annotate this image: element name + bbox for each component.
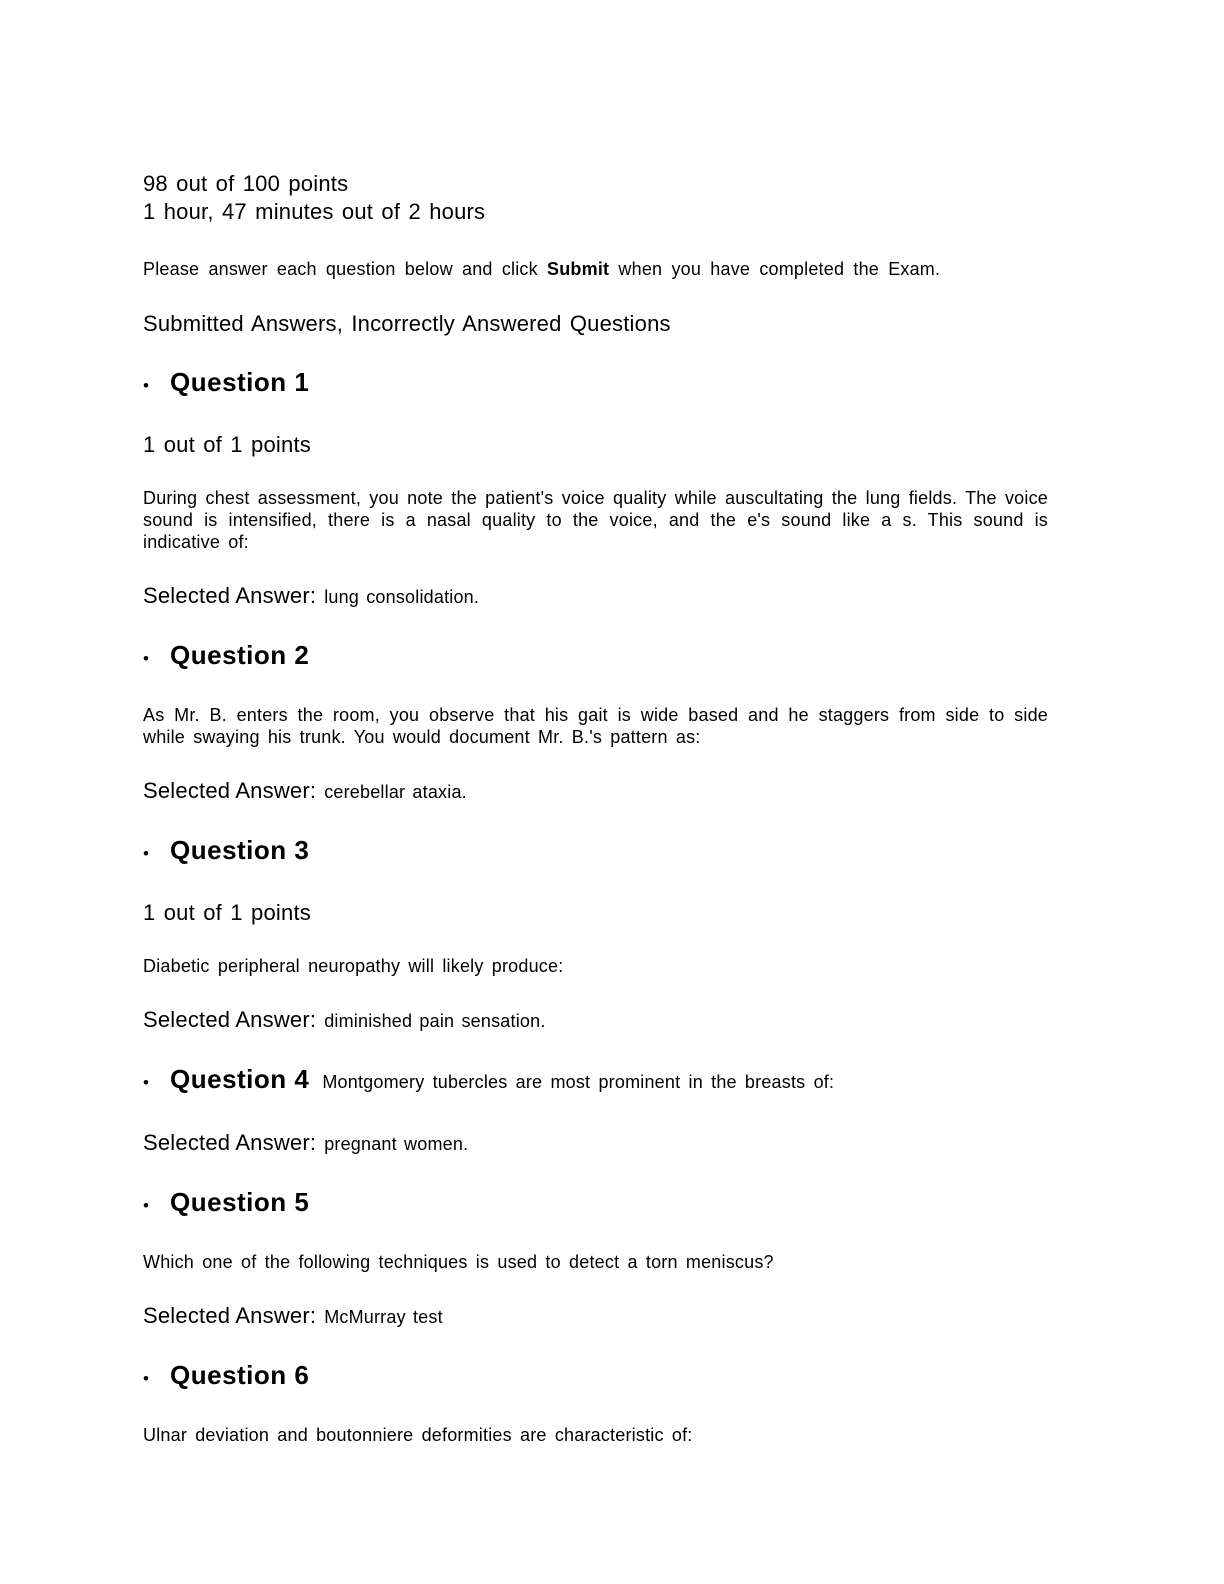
bullet-icon: •	[143, 1369, 150, 1388]
selected-answer-row	[143, 1302, 1058, 1331]
submit-keyword: Submit	[547, 259, 610, 279]
exam-summary	[143, 170, 1058, 226]
question-title: Question 4	[170, 1064, 310, 1094]
question-title: Question 6	[170, 1360, 310, 1390]
bullet-icon: •	[143, 844, 150, 863]
selected-answer-value: McMurray test	[324, 1307, 443, 1327]
question-text: Diabetic peripheral neuropathy will likely produce:	[143, 956, 564, 976]
bullet-icon: •	[143, 1196, 150, 1215]
exam-instructions	[143, 257, 1058, 281]
bullet-icon: •	[143, 649, 150, 668]
selected-answer-label: Selected Answer:	[143, 583, 317, 608]
bullet-icon: •	[143, 1073, 150, 1092]
selected-answer-row	[143, 777, 1058, 806]
selected-answer-row	[143, 1006, 1058, 1035]
bullet-icon: •	[143, 376, 150, 395]
question-text: Ulnar deviation and boutonniere deformities are characteristic of:	[143, 1425, 693, 1445]
selected-answer-value: lung consolidation.	[324, 587, 480, 607]
question-heading	[143, 833, 1058, 871]
question-block	[143, 365, 1058, 611]
selected-answer-row	[143, 582, 1058, 611]
question-title: Question 3	[170, 835, 310, 865]
question-heading	[143, 1062, 1058, 1100]
question-heading	[143, 365, 1058, 403]
question-heading	[143, 1185, 1058, 1223]
selected-answer-value: cerebellar ataxia.	[324, 782, 467, 802]
instructions-post: when you have completed the Exam.	[609, 259, 941, 279]
question-block	[143, 638, 1058, 806]
selected-answer-row	[143, 1129, 1058, 1158]
score-summary: 98 out of 100 points	[143, 171, 349, 196]
question-block	[143, 1358, 1058, 1446]
question-points: 1 out of 1 points	[143, 900, 311, 925]
selected-answer-value: diminished pain sensation.	[324, 1011, 546, 1031]
view-filter-heading: Submitted Answers, Incorrectly Answered Questions	[143, 311, 671, 336]
question-text: Which one of the following techniques is used to detect a torn meniscus?	[143, 1252, 774, 1272]
time-summary: 1 hour, 47 minutes out of 2 hours	[143, 199, 486, 224]
selected-answer-label: Selected Answer:	[143, 1130, 317, 1155]
question-title: Question 1	[170, 367, 310, 397]
question-heading	[143, 1358, 1058, 1396]
selected-answer-label: Selected Answer:	[143, 1303, 317, 1328]
question-block	[143, 1062, 1058, 1158]
question-block	[143, 1185, 1058, 1331]
question-points: 1 out of 1 points	[143, 432, 311, 457]
question-block	[143, 833, 1058, 1035]
selected-answer-label: Selected Answer:	[143, 778, 317, 803]
selected-answer-value: pregnant women.	[324, 1134, 469, 1154]
instructions-pre: Please answer each question below and click	[143, 259, 548, 279]
question-heading	[143, 638, 1058, 676]
question-text: Montgomery tubercles are most prominent in the breasts of:	[322, 1072, 835, 1092]
question-text: During chest assessment, you note the patient's voice quality while auscultating the lung fields. The voice sound is intensified, there is a nasal quality to the voice, and the e's sound like a s. This sound is indicative of:	[143, 488, 1048, 552]
question-text: As Mr. B. enters the room, you observe that his gait is wide based and he staggers from side to side while swaying his trunk. You would document Mr. B.'s pattern as:	[143, 705, 1048, 747]
question-title: Question 5	[170, 1187, 310, 1217]
selected-answer-label: Selected Answer:	[143, 1007, 317, 1032]
question-title: Question 2	[170, 640, 310, 670]
